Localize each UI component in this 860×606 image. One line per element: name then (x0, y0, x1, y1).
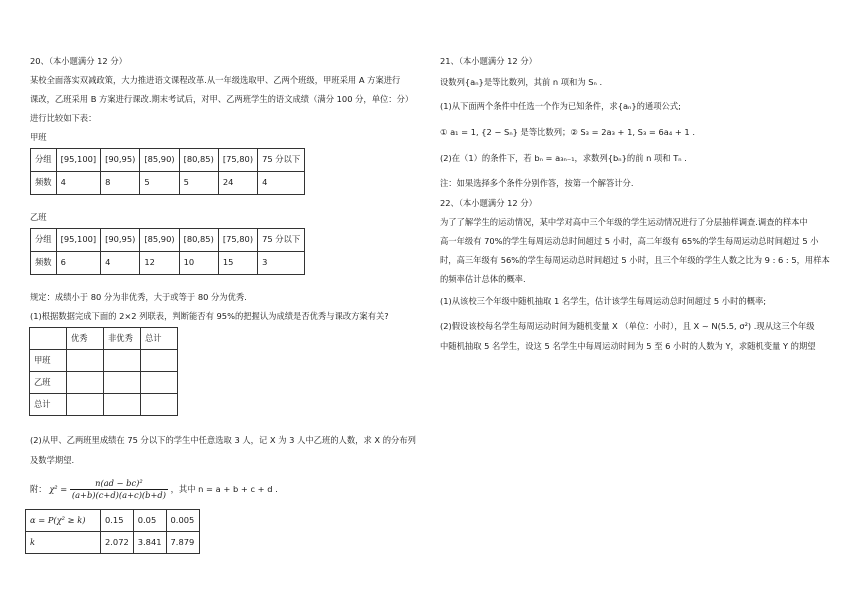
group-cell: [80,85) (179, 149, 218, 172)
class-b-table (30, 228, 305, 275)
contingency-header-cell: 总计 (141, 328, 178, 350)
empty-cell (67, 394, 104, 416)
freq-cell: 5 (140, 172, 179, 195)
group-cell: [85,90) (140, 149, 179, 172)
group-cell: [90,95) (101, 149, 140, 172)
q22-line2: 高一年级有 70%的学生每周运动总时间超过 5 小时，高二年级有 65%的学生每周运动总时间超过 5 小 (440, 236, 819, 246)
q20-intro-line1: 某校全面落实双减政策，大力推进语文课程改革.从一年级选取甲、乙两个班级，甲班采用 A 方案进行 (30, 75, 401, 85)
group-cell: [75,80) (218, 229, 257, 252)
q20-intro-line3: 进行比较如下表： (30, 113, 97, 123)
k-label-cell: k (26, 532, 101, 554)
contingency-row-label: 总计 (30, 394, 67, 416)
contingency-table (29, 327, 178, 416)
formula-prefix: 附： (30, 484, 47, 495)
freq-cell: 8 (101, 172, 140, 195)
q22-part1: (1)从该校三个年级中随机抽取 1 名学生，估计该学生每周运动总时间超过 5 小时的概率; (440, 296, 767, 306)
empty-cell (67, 350, 104, 372)
group-cell: 75 分以下 (258, 149, 305, 172)
freq-cell: 4 (101, 252, 140, 275)
table-row (26, 510, 200, 532)
class-a-table (30, 148, 305, 195)
q21-line1: 设数列{aₙ}是等比数列，其前 n 项和为 Sₙ . (440, 77, 603, 87)
q21-line3: ① a₁ = 1, {2 − Sₙ} 是等比数列；② S₃ = 2a₃ + 1, S₃ = 6a₄ + 1 . (440, 127, 695, 137)
critical-value-table (25, 509, 200, 554)
class-b-label: 乙班 (30, 212, 47, 222)
k-cell: 7.879 (166, 532, 199, 554)
contingency-header-cell (30, 328, 67, 350)
empty-cell (104, 394, 141, 416)
q22-header: 22、（本小题满分 12 分） (440, 198, 537, 208)
group-header-cell: 分组 (31, 229, 57, 252)
freq-cell: 12 (140, 252, 179, 275)
contingency-row-label: 甲班 (30, 350, 67, 372)
q22-line4: 的频率估计总体的概率. (440, 274, 526, 284)
group-cell: [85,90) (140, 229, 179, 252)
empty-cell (104, 372, 141, 394)
group-cell: [95,100] (56, 229, 101, 252)
table-row (30, 372, 178, 394)
q20-rule: 规定：成绩小于 80 分为非优秀，大于或等于 80 分为优秀. (30, 292, 247, 302)
q21-line2: (1)从下面两个条件中任选一个作为已知条件，求{aₙ}的通项公式; (440, 101, 681, 111)
freq-cell: 3 (258, 252, 305, 275)
empty-cell (141, 350, 178, 372)
empty-cell (141, 394, 178, 416)
empty-cell (141, 372, 178, 394)
q20-part1: (1)根据数据完成下面的 2×2 列联表，判断能否有 95%的把握认为成绩是否优秀与课改方案有关? (30, 311, 389, 321)
table-row (31, 172, 305, 195)
q22-part2-line1: (2)假设该校每名学生每周运动时间为随机变量 X （单位：小时），且 X ~ N(5.5, σ²) .现从这三个年级 (440, 321, 815, 331)
group-cell: [80,85) (179, 229, 218, 252)
q21-line4: (2)在（1）的条件下，若 bₙ = a₃ₙ₋₁，求数列{bₙ}的前 n 项和 Tₙ . (440, 153, 687, 163)
formula-denominator: (a+b)(c+d)(a+c)(b+d) (71, 490, 166, 501)
table-row (30, 394, 178, 416)
contingency-header-cell: 非优秀 (104, 328, 141, 350)
group-cell: 75 分以下 (258, 229, 305, 252)
q20-header: 20、（本小题满分 12 分） (30, 56, 127, 66)
formula-lhs: χ² = (49, 484, 68, 495)
alpha-label-cell: α = P(χ² ≥ k) (26, 510, 101, 532)
freq-cell: 4 (258, 172, 305, 195)
freq-cell: 15 (218, 252, 257, 275)
freq-cell: 10 (179, 252, 218, 275)
q22-part2-line2: 中随机抽取 5 名学生，设这 5 名学生中每周运动时间为 5 至 6 小时的人数为 Y，求随机变量 Y 的期望 (440, 341, 816, 351)
q20-part2-line1: (2)从甲、乙两班里成绩在 75 分以下的学生中任意选取 3 人，记 X 为 3 人中乙班的人数，求 X 的分布列 (30, 435, 416, 445)
chi-square-formula (30, 478, 278, 501)
contingency-row-label: 乙班 (30, 372, 67, 394)
formula-fraction (70, 478, 168, 501)
table-row (31, 149, 305, 172)
q22-line3: 时，高三年级有 56%的学生每周运动总时间超过 5 小时，且三个年级的学生人数之比为 9 : 6 : 5，用样本 (440, 255, 830, 265)
freq-header-cell: 频数 (31, 252, 57, 275)
alpha-cell: 0.005 (166, 510, 199, 532)
q20-intro-line2: 课改，乙班采用 B 方案进行课改.期末考试后，对甲、乙两班学生的语文成绩（满分 100 分，单位：分） (30, 94, 414, 104)
alpha-cell: 0.05 (133, 510, 166, 532)
table-row (30, 350, 178, 372)
table-row (31, 252, 305, 275)
q22-line1: 为了了解学生的运动情况，某中学对高中三个年级的学生运动情况进行了分层抽样调查.调查的样本中 (440, 217, 808, 227)
empty-cell (67, 372, 104, 394)
freq-cell: 5 (179, 172, 218, 195)
table-row (31, 229, 305, 252)
group-cell: [90,95) (101, 229, 140, 252)
empty-cell (104, 350, 141, 372)
freq-cell: 4 (56, 172, 101, 195)
table-row (30, 328, 178, 350)
contingency-header-cell: 优秀 (67, 328, 104, 350)
formula-numerator: n(ad − bc)² (70, 478, 168, 490)
k-cell: 2.072 (101, 532, 134, 554)
formula-suffix: ，其中 n = a + b + c + d . (170, 484, 278, 495)
q21-header: 21、（本小题满分 12 分） (440, 56, 537, 66)
group-header-cell: 分组 (31, 149, 57, 172)
class-a-label: 甲班 (30, 132, 47, 142)
freq-cell: 24 (218, 172, 257, 195)
k-cell: 3.841 (133, 532, 166, 554)
q20-part2-line2: 及数学期望. (30, 455, 75, 465)
freq-cell: 6 (56, 252, 101, 275)
q21-note: 注：如果选择多个条件分别作答，按第一个解答计分. (440, 178, 634, 188)
freq-header-cell: 频数 (31, 172, 57, 195)
group-cell: [75,80) (218, 149, 257, 172)
table-row (26, 532, 200, 554)
alpha-cell: 0.15 (101, 510, 134, 532)
group-cell: [95,100] (56, 149, 101, 172)
